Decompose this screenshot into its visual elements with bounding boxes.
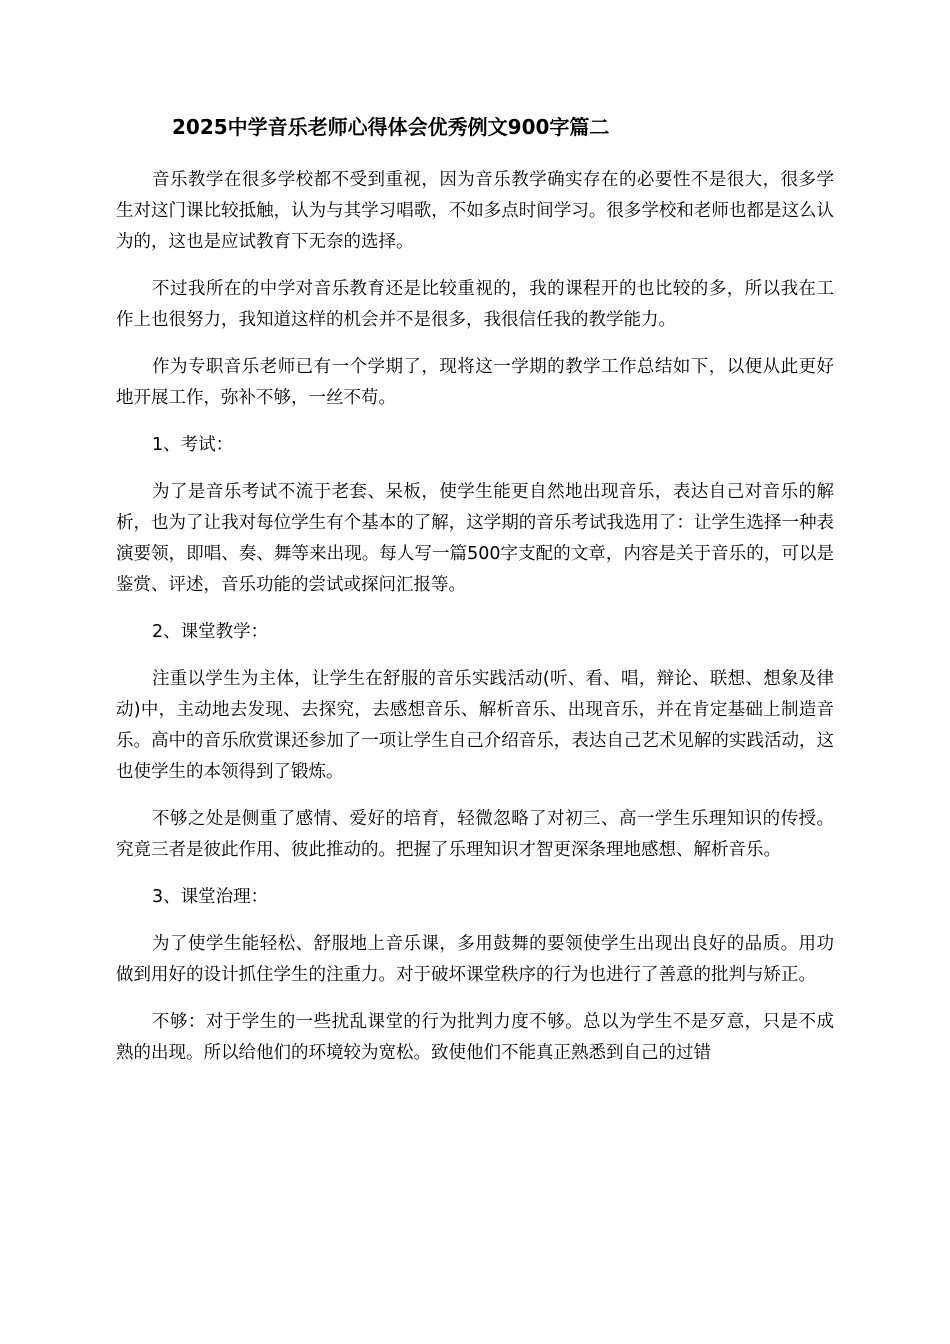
section-heading-classroom-management: 3、课堂治理： [152, 887, 269, 907]
document-title: 2025中学音乐老师心得体会优秀例文900字篇二 [172, 115, 610, 139]
paragraph-exam: 为了是音乐考试不流于老套、呆板，使学生能更自然地出现音乐，表达自己对音乐的解析，也为了让我对每位学生有个基本的了解，这学期的音乐考试我选用了：让学生选择一种表演要领，即唱、奏、舞等来出现。每人写一篇500字支配的文章，内容是关于音乐的，可以是鉴赏、评述，音乐功能的尝试或探问汇报等。 [116, 482, 834, 595]
section-heading-classroom-teaching: 2、课堂教学： [152, 622, 269, 642]
section-heading-exam: 1、考试： [152, 435, 234, 455]
document-body [116, 165, 834, 1085]
paragraph-teaching-shortcomings: 不够之处是侧重了感情、爱好的培育，轻微忽略了对初三、高一学生乐理知识的传授。究竟三者是彼此作用、彼此推动的。把握了乐理知识才智更深条理地感想、解析音乐。 [116, 809, 834, 860]
paragraph-intro-2: 不过我所在的中学对音乐教育还是比较重视的，我的课程开的也比较的多，所以我在工作上也很努力，我知道这样的机会并不是很多，我很信任我的教学能力。 [116, 279, 834, 330]
paragraph-intro-3: 作为专职音乐老师已有一个学期了，现将这一学期的教学工作总结如下，以便从此更好地开展工作，弥补不够，一丝不苟。 [116, 357, 834, 408]
paragraph-management-shortcomings: 不够：对于学生的一些扰乱课堂的行为批判力度不够。总以为学生不是歹意，只是不成熟的出现。所以给他们的环境较为宽松。致使他们不能真正熟悉到自己的过错 [116, 1012, 834, 1063]
paragraph-intro-1: 音乐教学在很多学校都不受到重视，因为音乐教学确实存在的必要性不是很大，很多学生对这门课比较抵触，认为与其学习唱歌，不如多点时间学习。很多学校和老师也都是这么认为的，这也是应试教育下无奈的选择。 [116, 170, 834, 252]
paragraph-classroom-management: 为了使学生能轻松、舒服地上音乐课，多用鼓舞的要领使学生出现出良好的品质。用功做到用好的设计抓住学生的注重力。对于破坏课堂秩序的行为也进行了善意的批判与矫正。 [116, 934, 834, 985]
paragraph-classroom-teaching: 注重以学生为主体，让学生在舒服的音乐实践活动(听、看、唱，辩论、联想、想象及律动)中，主动地去发现、去探究，去感想音乐、解析音乐、出现音乐，并在肯定基础上制造音乐。高中的音乐欣赏课还参加了一项让学生自己介绍音乐，表达自己艺术见解的实践活动，这也使学生的本领得到了锻炼。 [116, 669, 834, 782]
